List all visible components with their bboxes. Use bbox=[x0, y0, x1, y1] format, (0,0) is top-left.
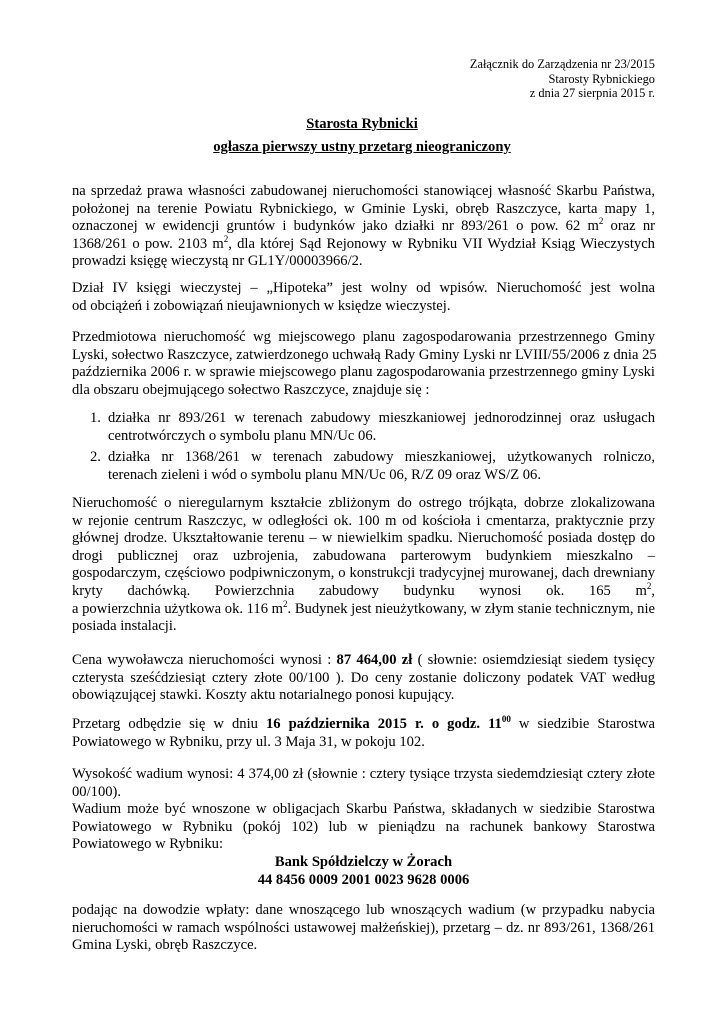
text-line: czterysta sześćdziesiąt cztery złote 00/100 ). Do ceny zostanie doliczony podatek VAT według bbox=[72, 669, 655, 686]
text-line bbox=[72, 218, 655, 236]
text-line bbox=[72, 716, 655, 734]
text-line: Lyski, sołectwo Raszczyce, zatwierdzonego uchwałą Rady Gminy Lyski nr LVIII/55/2006 z dnia 25 bbox=[72, 346, 657, 363]
text-line: dla obszaru obejmującego sołectwo Raszczyce, znajduje się : bbox=[72, 381, 430, 398]
text-line: Powiatowego w Rybniku, przy ul. 3 Maja 31, w pokoju 102. bbox=[72, 733, 425, 750]
text-segment: . Budynek jest nieużytkowany, w złym stanie technicznym, nie bbox=[287, 600, 655, 617]
superscript: 2 bbox=[598, 216, 604, 227]
text-line: głównej drodze. Ukształtowanie terenu – w niewielkim spadku. Nieruchomość posiada dostęp do bbox=[72, 530, 655, 547]
text-segment: w siedzibie Starostwa bbox=[510, 716, 655, 732]
text-line: posiada instalacji. bbox=[72, 618, 177, 635]
annex-line-1: Załącznik do Zarządzenia nr 23/2015 bbox=[469, 57, 655, 71]
text-line: działka nr 1368/261 w terenach zabudowy mieszkaniowej, użytkowanych rolniczo, bbox=[108, 449, 655, 465]
paragraph-land-register bbox=[72, 280, 655, 315]
text-line: terenach zieleni i wód o symbolu planu MN/Uc 06, R/Z 09 oraz WS/Z 06. bbox=[108, 466, 541, 483]
text-line bbox=[72, 652, 655, 670]
text-line: prowadzi księgę wieczystą nr GL1Y/00003966/2. bbox=[72, 253, 363, 270]
text-line: działka nr 893/261 w terenach zabudowy mieszkaniowej jednorodzinnej oraz usługach bbox=[108, 410, 655, 426]
text-line bbox=[72, 598, 655, 619]
list-number: 1. bbox=[90, 410, 101, 426]
text-line: Powiatowego w Rybniku (pokój 102) lub w pieniądzu na rachunek bankowy Starostwa bbox=[72, 818, 655, 835]
text-segment: Cena wywoławcza nieruchomości wynosi : bbox=[72, 652, 337, 668]
superscript: 2 bbox=[223, 233, 229, 244]
text-segment: 1368/261 o pow. 2103 m bbox=[72, 235, 224, 252]
text-line: położonej na terenie Powiatu Rybnickiego, w Gminie Lyski, obręb Raszczyce, karta mapy 1, bbox=[72, 200, 655, 217]
text-segment: , bbox=[651, 582, 655, 599]
superscript: 2 bbox=[283, 598, 288, 609]
bank-account-number: 44 8456 0009 2001 0023 9628 0006 bbox=[257, 871, 470, 888]
text-segment: Przetarg odbędzie się w dniu bbox=[72, 716, 266, 732]
paragraph-deposit bbox=[72, 766, 655, 889]
text-line: podając na dowodzie wpłaty: dane wnoszącego lub wnoszących wadium (w przypadku nabycia bbox=[72, 902, 655, 918]
text-line: gospodarczym, częściowo podpiwniczonym, o konstrukcji tradycyjnej murowanej, dach drewniany bbox=[72, 565, 655, 582]
text-segment: , dla której Sąd Rejonowy w Rybniku VII Wydział Ksiąg Wieczystych bbox=[228, 235, 655, 252]
paragraph-property-details bbox=[72, 495, 655, 636]
text-segment: oraz nr bbox=[603, 218, 655, 235]
text-line: Gmina Lyski, obręb Raszczyce. bbox=[72, 937, 258, 954]
auction-datetime bbox=[266, 716, 511, 732]
text-segment: oznaczonej w ewidencji gruntów i budynków jako działki nr 893/261 o pow. 62 m bbox=[72, 218, 599, 235]
text-line: w rejonie centrum Raszczyc, w odległości ok. 100 m od kościoła i cmentarza, praktycznie przy bbox=[72, 512, 655, 529]
text-line: Nieruchomość o nieregularnym kształcie zbliżonym do ostrego trójkąta, dobrze zlokalizowana bbox=[72, 495, 655, 511]
text-segment: kryty dachówką. Powierzchnia zabudowy budynku wynosi ok. 165 m bbox=[72, 582, 647, 599]
annex-line-3: z dnia 27 sierpnia 2015 r. bbox=[529, 86, 655, 101]
paragraph-starting-price bbox=[72, 652, 655, 705]
text-line: od obciążeń i zobowiązań nieujawnionych w księdze wieczystej. bbox=[72, 297, 451, 314]
paragraph-property-description bbox=[72, 183, 655, 271]
superscript: 2 bbox=[646, 581, 652, 592]
paragraph-zoning-plan bbox=[72, 329, 655, 399]
text-line: 00/100). bbox=[72, 783, 122, 800]
bank-name: Bank Spółdzielczy w Żorach bbox=[274, 853, 453, 870]
text-line: na sprzedaż prawa własności zabudowanej nieruchomości stanowiącej własność Skarbu Państwa, bbox=[72, 183, 655, 199]
text-line: centrotwórczych o symbolu planu MN/Uc 06. bbox=[108, 427, 377, 444]
document-subtitle: ogłasza pierwszy ustny przetarg nieograniczony bbox=[213, 139, 511, 155]
text-segment: a powierzchnia użytkowa ok. 116 m bbox=[72, 600, 284, 617]
text-line: Dział IV księgi wieczystej – „Hipoteka” jest wolny od wpisów. Nieruchomość jest wolna bbox=[72, 280, 655, 296]
price-amount: 87 464,00 zł bbox=[336, 652, 413, 668]
text-line: obowiązującej stawki. Koszty aktu notarialnego ponosi kupujący. bbox=[72, 687, 455, 704]
document-title: Starosta Rybnicki bbox=[306, 116, 418, 132]
text-line: Powiatowego w Rybniku: bbox=[72, 836, 224, 853]
text-line bbox=[72, 583, 655, 601]
text-segment: 16 października 2015 r. o godz. 11 bbox=[265, 716, 502, 732]
list-number: 2. bbox=[90, 449, 101, 465]
text-line: października 2006 r. w sprawie miejscowego planu zagospodarowania przestrzennego gminy Lyski bbox=[72, 364, 655, 381]
paragraph-auction-date bbox=[72, 716, 655, 751]
text-line: drogi publicznej oraz uzbrojenia, zabudowana parterowym budynkiem mieszkalno – bbox=[72, 547, 655, 564]
text-line: Wysokość wadium wynosi: 4 374,00 zł (słownie : cztery tysiące trzysta siedemdziesiąt cztery złote bbox=[72, 766, 655, 782]
superscript: 00 bbox=[501, 714, 511, 725]
text-segment: ( słownie: osiemdziesiąt siedem tysięcy bbox=[412, 652, 655, 668]
text-line: Przedmiotowa nieruchomość wg miejscowego planu zagospodarowania przestrzennego Gminy bbox=[72, 329, 655, 345]
text-line: nieruchomości w ramach wspólności ustawowej małżeńskiej), przetarg – dz. nr 893/261, 1368/261 bbox=[72, 919, 655, 936]
text-line bbox=[72, 233, 655, 254]
paragraph-payment-notes bbox=[72, 902, 655, 955]
annex-note bbox=[380, 57, 655, 101]
annex-line-2: Starosty Rybnickiego bbox=[548, 71, 655, 86]
text-line: Wadium może być wnoszone w obligacjach Skarbu Państwa, składanych w siedzibie Starostwa bbox=[72, 801, 655, 818]
